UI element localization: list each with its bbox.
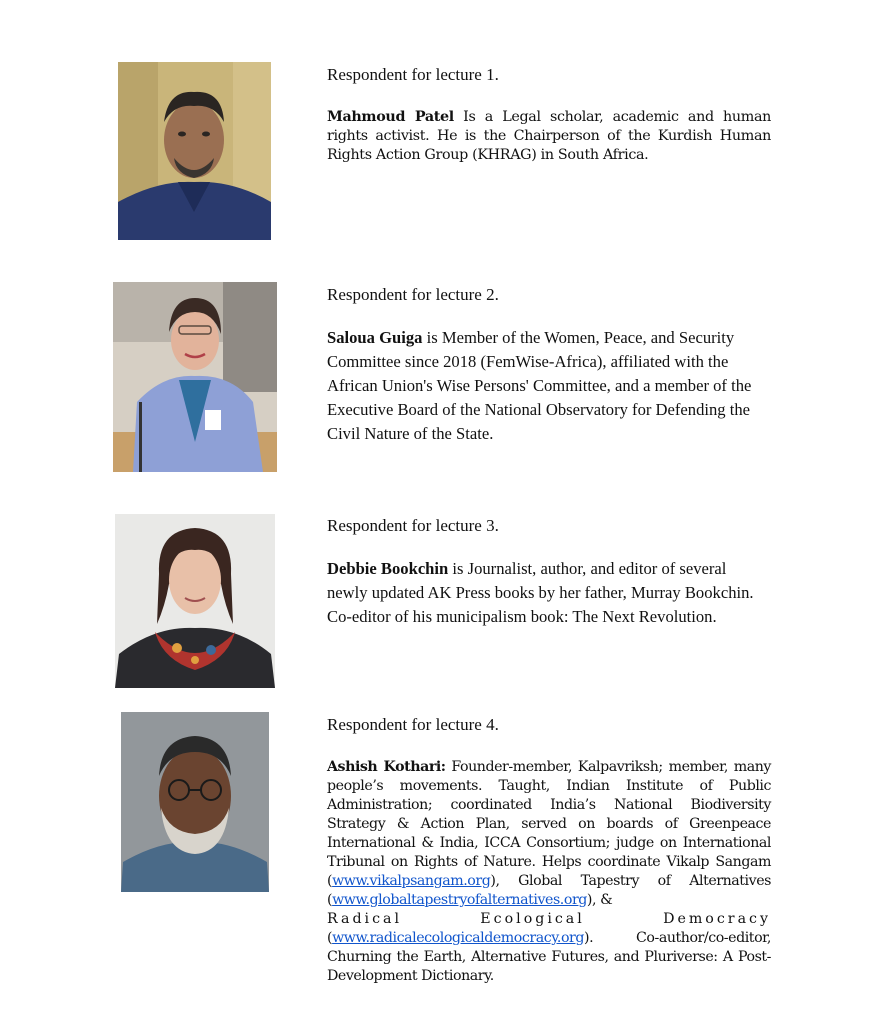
photo-debbie-bookchin bbox=[115, 514, 275, 688]
respondent-bio bbox=[327, 108, 771, 165]
respondent-name: Saloua Guiga bbox=[327, 328, 423, 347]
respondent-bio-text: Founder-member, Kalpavriksh; member, many people’s movements. Taught, Indian Institute of Public Administration; coordinated India’s National Biodiversity Strategy & Action Plan, served on boards of Greenpeace International & India, ICCA Consortium; judge on International Tribunal on Rights of Nature. Helps coordinate Vikalp Sangam ( bbox=[327, 759, 771, 889]
radical-ecological-democracy-link[interactable]: www.radicalecologicaldemocracy.org bbox=[332, 930, 585, 946]
portrait-photo-icon bbox=[113, 282, 277, 472]
respondent-bio bbox=[327, 557, 771, 629]
respondent-bio-text: ). Co-author/co-editor, Churning the Earth, Alternative Futures, and Pluriverse: A Post-Development Dictionary. bbox=[327, 930, 771, 984]
portrait-photo-icon bbox=[118, 62, 271, 240]
respondent-bio bbox=[327, 326, 771, 446]
photo-mahmoud-patel bbox=[118, 62, 271, 240]
respondent-bio-text: ( bbox=[327, 930, 333, 946]
photo-ashish-kothari bbox=[121, 712, 269, 892]
respondent-name: Ashish Kothari: bbox=[327, 759, 446, 775]
respondent-block-2 bbox=[327, 284, 771, 446]
portrait-photo-icon bbox=[115, 514, 275, 688]
global-tapestry-link[interactable]: www.globaltapestryofalternatives.org bbox=[332, 892, 587, 908]
respondent-heading: Respondent for lecture 4. bbox=[327, 715, 499, 734]
respondent-bio-text: ), & bbox=[586, 892, 613, 908]
respondent-name: Debbie Bookchin bbox=[327, 559, 449, 578]
respondent-bio bbox=[327, 758, 771, 986]
vikalp-sangam-link[interactable]: www.vikalpsangam.org bbox=[332, 873, 491, 889]
respondent-name: Mahmoud Patel bbox=[327, 109, 454, 125]
respondent-block-4 bbox=[327, 714, 771, 986]
respondent-bio-text: is Member of the Women, Peace, and Security Committee since 2018 (FemWise-Africa), affiliated with the African Union's Wise Persons' Committee, and a member of the Executive Board of the National Observatory for Defending the Civil Nature of the State. bbox=[327, 328, 752, 443]
respondent-bio-text: is Journalist, author, and editor of several newly updated AK Press books by her father, Murray Bookchin. Co-editor of his municipalism book: The Next Revolution. bbox=[327, 559, 754, 626]
respondent-bio-text: ), Global Tapestry of Alternatives ( bbox=[327, 873, 771, 908]
photo-saloua-guiga bbox=[113, 282, 277, 472]
respondent-block-1 bbox=[327, 64, 771, 165]
respondent-bio-text: Is a Legal scholar, academic and human rights activist. He is the Chairperson of the Kurdish Human Rights Action Group (KHRAG) in South Africa. bbox=[327, 109, 772, 163]
respondent-block-3 bbox=[327, 515, 771, 629]
respondent-heading: Respondent for lecture 1. bbox=[327, 65, 499, 84]
respondent-heading: Respondent for lecture 2. bbox=[327, 285, 499, 304]
portrait-photo-icon bbox=[121, 712, 269, 892]
respondent-heading: Respondent for lecture 3. bbox=[327, 516, 499, 535]
respondent-bio-spread-line: Radical Ecological Democracy bbox=[327, 911, 771, 927]
